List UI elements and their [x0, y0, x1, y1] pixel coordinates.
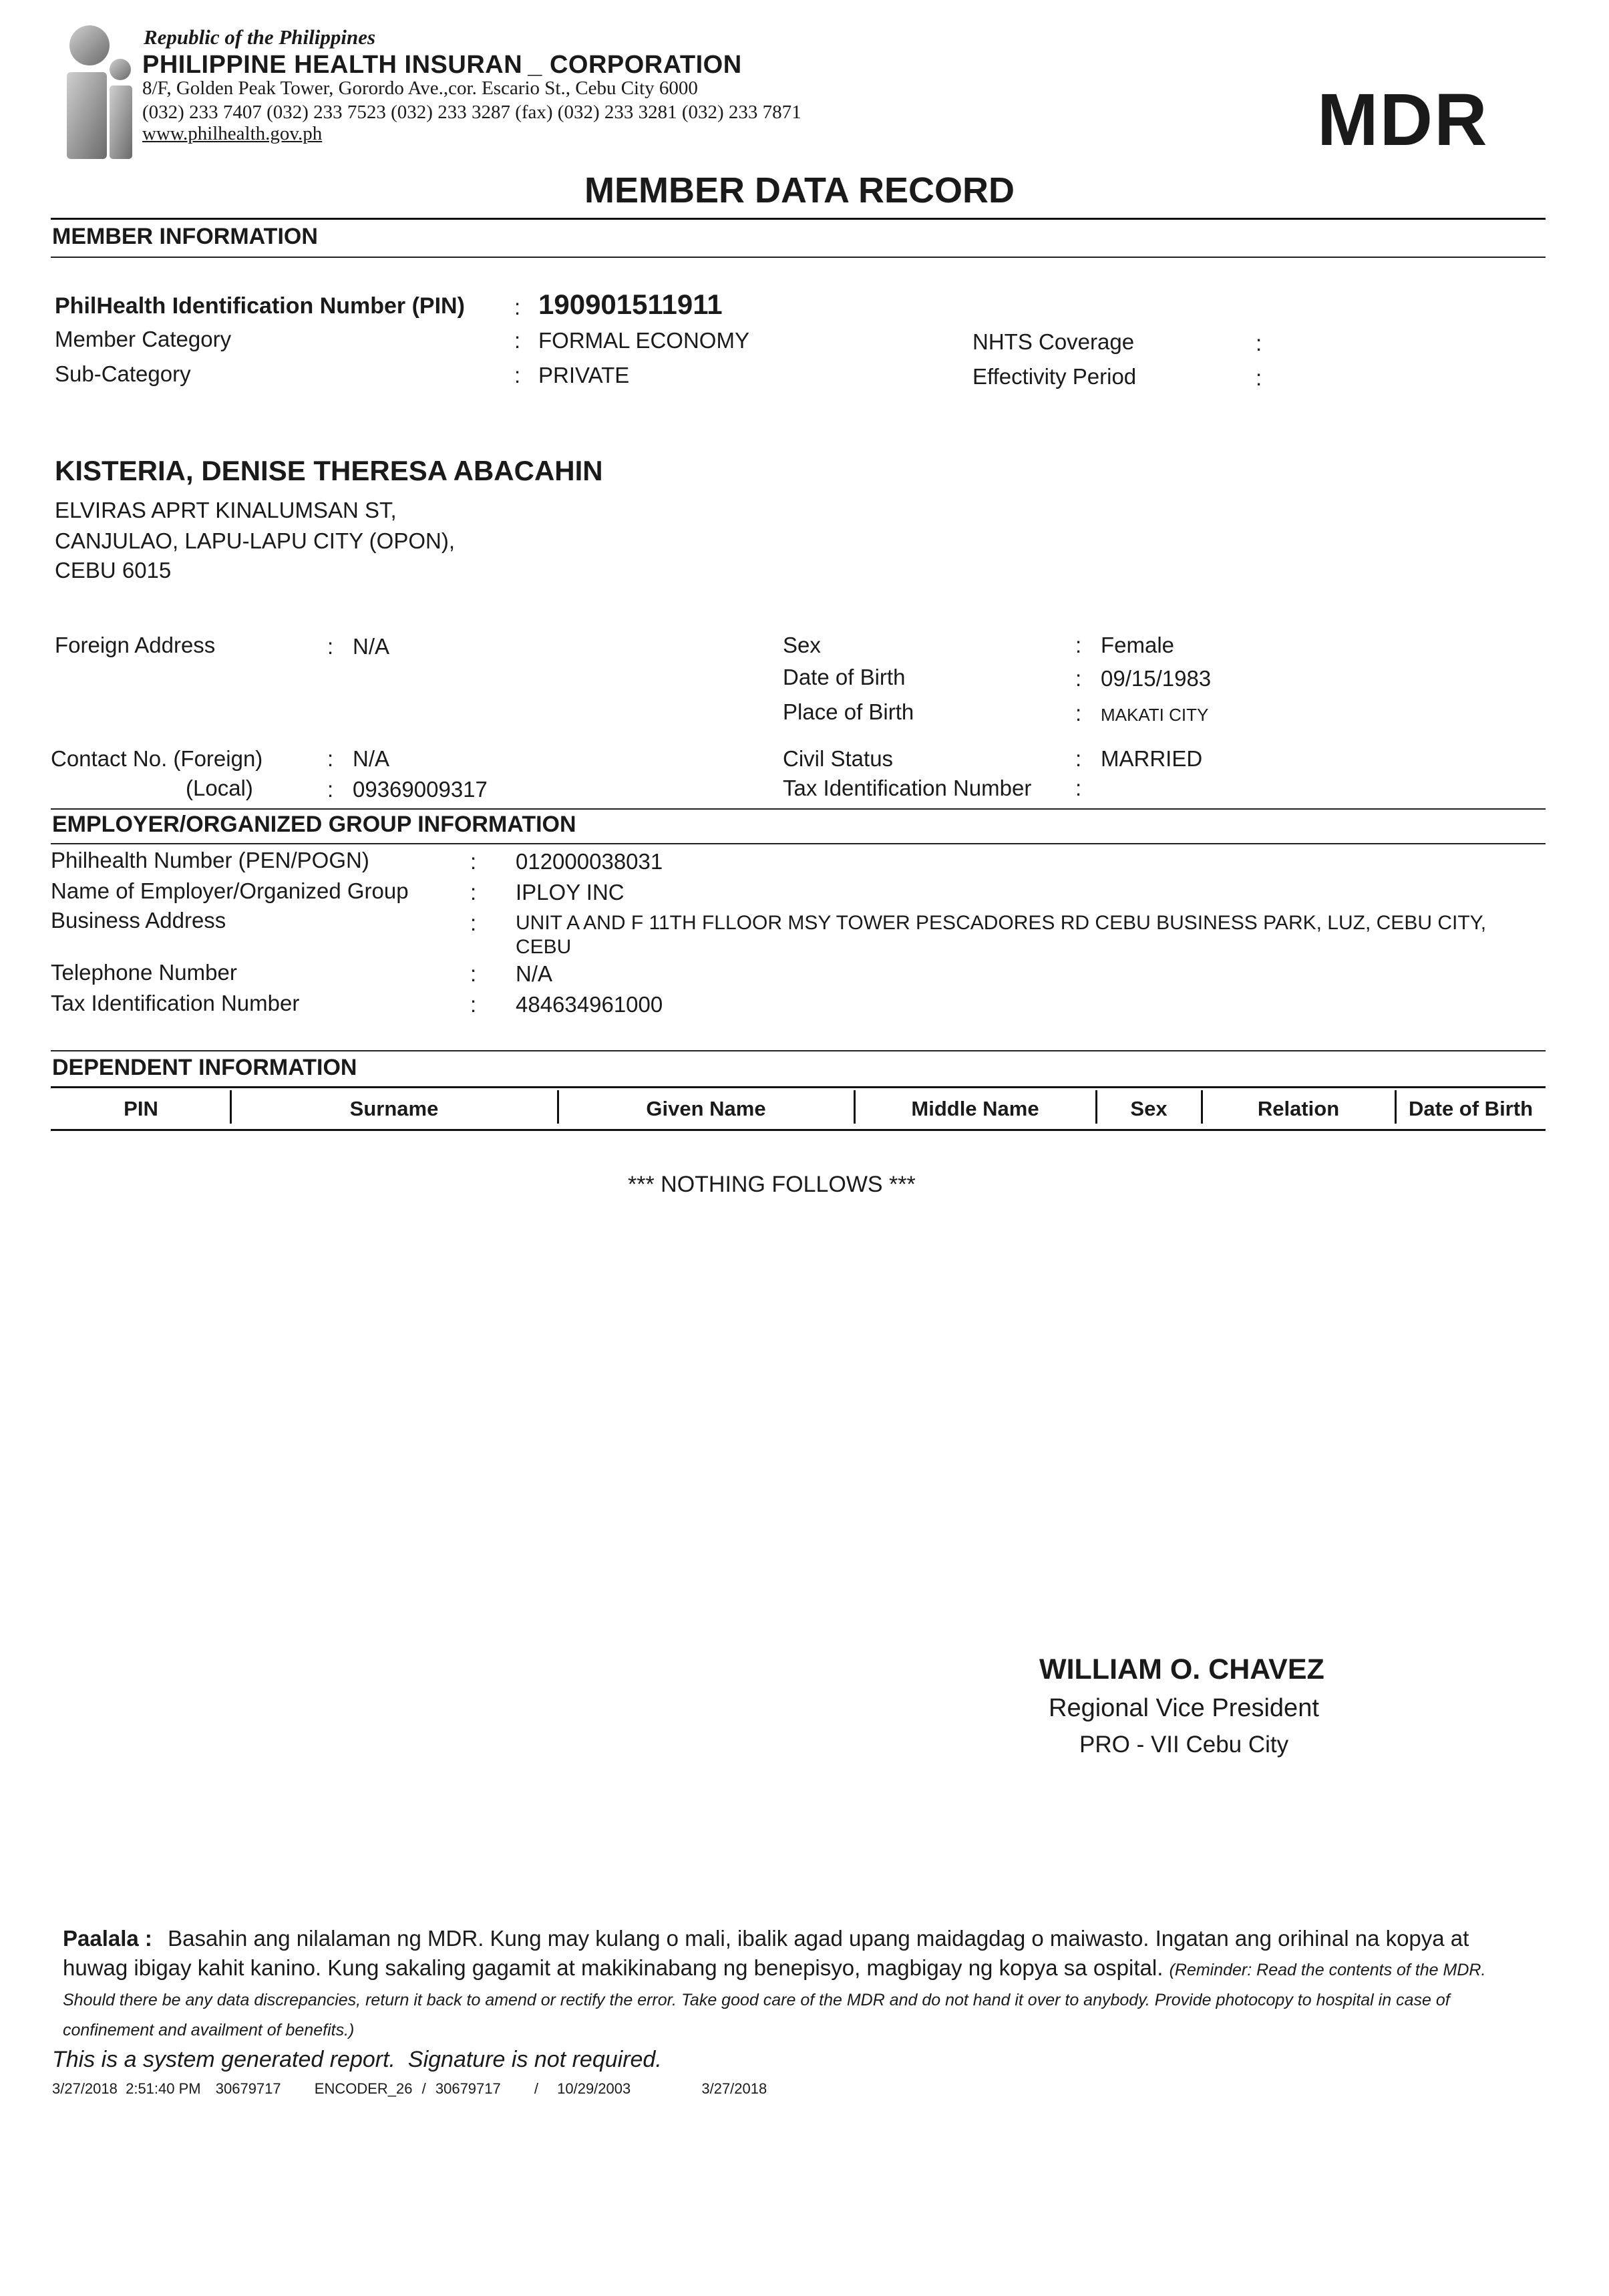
document-title: MEMBER DATA RECORD [584, 170, 1015, 210]
nothing-follows: *** NOTHING FOLLOWS *** [628, 1172, 916, 1197]
telephone-label: Telephone Number [51, 960, 237, 985]
sub-category-value: PRIVATE [538, 363, 630, 387]
member-info-heading: MEMBER INFORMATION [52, 224, 318, 249]
contact-local-value: 09369009317 [353, 777, 488, 802]
business-address-label: Business Address [51, 908, 226, 933]
member-address-line-1: ELVIRAS APRT KINALUMSAN ST, [55, 498, 397, 522]
meta-encoder: ENCODER_26 [314, 2080, 413, 2097]
pen-label: Philhealth Number (PEN/POGN) [51, 848, 369, 872]
member-category-value: FORMAL ECONOMY [538, 328, 749, 353]
column-header-sex: Sex [1130, 1097, 1168, 1120]
employer-tin-label: Tax Identification Number [51, 991, 300, 1015]
meta-separator-2: / [534, 2080, 538, 2097]
reminder-block [63, 1924, 1512, 2043]
office-phones: (032) 233 7407 (032) 233 7523 (032) 233 3287 (fax) (032) 233 3281 (032) 233 7871 [142, 102, 801, 123]
dependent-top-rule [51, 1050, 1546, 1051]
philhealth-logo-icon [61, 24, 142, 161]
column-header-surname: Surname [349, 1097, 439, 1120]
business-address-line-2: CEBU [516, 936, 572, 958]
employer-tin-value: 484634961000 [516, 992, 663, 1017]
meta-date-2: 3/27/2018 [701, 2080, 767, 2097]
member-info-rule [51, 257, 1546, 258]
contact-local-label: (Local) [186, 776, 253, 800]
employer-name-value: IPLOY INC [516, 880, 624, 905]
contact-foreign-label: Contact No. (Foreign) [51, 746, 263, 771]
meta-separator-1: / [421, 2080, 426, 2097]
republic-label: Republic of the Philippines [144, 25, 376, 49]
sex-value: Female [1101, 633, 1175, 657]
employer-top-rule [51, 808, 1546, 810]
sub-category-label: Sub-Category [55, 361, 191, 386]
mdr-badge: MDR [1317, 79, 1489, 161]
employer-name-label: Name of Employer/Organized Group [51, 878, 409, 903]
date-of-birth-value: 09/15/1983 [1101, 666, 1212, 691]
telephone-value: N/A [516, 961, 553, 986]
member-name: KISTERIA, DENISE THERESA ABACAHIN [55, 455, 603, 486]
dependent-table-top-rule [51, 1086, 1546, 1088]
meta-id-2: 30679717 [435, 2080, 501, 2097]
meta-datetime: 3/27/2018 2:51:40 PM [52, 2080, 201, 2097]
signatory-name: WILLIAM O. CHAVEZ [1039, 1653, 1324, 1685]
column-header-date-of-birth: Date of Birth [1409, 1097, 1533, 1120]
pin-label: PhilHealth Identification Number (PIN) [55, 293, 465, 319]
pin-value: 190901511911 [538, 289, 723, 320]
dependent-table-bottom-rule [51, 1129, 1546, 1131]
business-address-line-1: UNIT A AND F 11TH FLLOOR MSY TOWER PESCADORES RD CEBU BUSINESS PARK, LUZ, CEBU CITY, [516, 912, 1487, 934]
date-of-birth-label: Date of Birth [783, 665, 906, 689]
signatory-title: Regional Vice President [1049, 1694, 1319, 1722]
member-tin-label: Tax Identification Number [783, 776, 1032, 800]
pen-value: 012000038031 [516, 849, 663, 874]
office-address: 8/F, Golden Peak Tower, Gorordo Ave.,cor. Escario St., Cebu City 6000 [142, 77, 698, 99]
place-of-birth-value: MAKATI CITY [1101, 705, 1209, 725]
corporation-name: PHILIPPINE HEALTH INSURAN _ CORPORATION [142, 51, 742, 79]
title-rule [51, 218, 1546, 220]
meta-date-1: 10/29/2003 [557, 2080, 631, 2097]
column-header-pin: PIN [124, 1097, 158, 1120]
reminder-label: Paalala : [63, 1926, 152, 1951]
column-header-given-name: Given Name [646, 1097, 766, 1120]
meta-id-1: 30679717 [215, 2080, 281, 2097]
system-note: This is a system generated report. Signature is not required. [52, 2047, 662, 2072]
contact-foreign-value: N/A [353, 746, 390, 771]
sex-label: Sex [783, 633, 821, 657]
foreign-address-label: Foreign Address [55, 633, 216, 657]
dependent-info-heading: DEPENDENT INFORMATION [52, 1055, 357, 1080]
place-of-birth-label: Place of Birth [783, 699, 914, 724]
website-link[interactable]: www.philhealth.gov.ph [142, 123, 323, 144]
reminder-tagalog: Basahin ang nilalaman ng MDR. Kung may kulang o mali, ibalik agad upang maidagdag o maiwasto. Ingatan ang orihinal na kopya at huwag ibigay kahit kanino. Kung sakaling gagamit at makikinabang ng benepisyo, magbigay ng kopya sa ospital. [63, 1926, 1469, 1980]
signatory-office: PRO - VII Cebu City [1079, 1732, 1289, 1758]
column-header-middle-name: Middle Name [911, 1097, 1039, 1120]
member-address-line-3: CEBU 6015 [55, 558, 172, 583]
foreign-address-value: N/A [353, 634, 390, 659]
nhts-coverage-label: NHTS Coverage [972, 329, 1135, 354]
column-header-relation: Relation [1257, 1097, 1340, 1120]
effectivity-period-label: Effectivity Period [972, 364, 1137, 389]
civil-status-value: MARRIED [1101, 746, 1203, 771]
reminder-english: (Reminder: Read the contents of the MDR. Should there be any data discrepancies, return it back to amend or rectify the error. Take good care of the MDR and do not hand it over to anybody. Provide photocopy to hospital in case of confinement and availment of benefits.) [63, 1961, 1486, 2039]
employer-info-heading: EMPLOYER/ORGANIZED GROUP INFORMATION [52, 812, 576, 837]
employer-info-rule [51, 843, 1546, 844]
civil-status-label: Civil Status [783, 746, 894, 771]
member-category-label: Member Category [55, 327, 232, 351]
footer-meta [52, 2079, 767, 2099]
member-address-line-2: CANJULAO, LAPU-LAPU CITY (OPON), [55, 528, 456, 553]
